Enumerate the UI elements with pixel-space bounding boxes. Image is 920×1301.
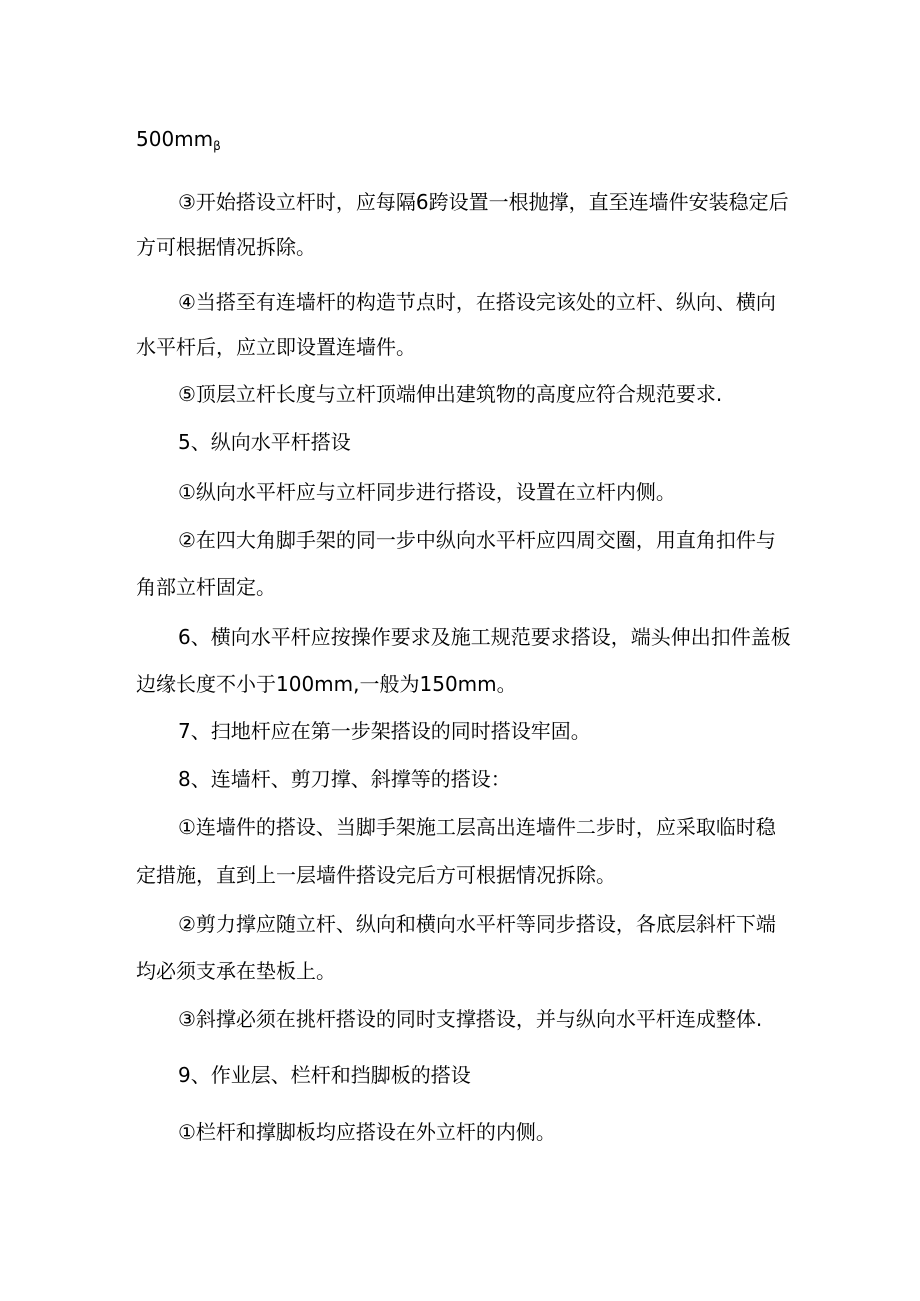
section-heading-8: 8、连墙杆、剪刀撑、斜撑等的搭设：	[178, 767, 511, 791]
continuation-text: 500mm	[136, 127, 214, 151]
paragraph-p6-line-2: 角部立杆固定。	[136, 575, 276, 599]
continuation-suffix: β	[213, 139, 221, 153]
paragraph-p12-line-1: ③斜撑必须在挑杆搭设的同时支撑搭设，并与纵向水平杆连成整体.	[178, 1007, 763, 1031]
section-heading-9: 9、作业层、栏杆和挡脚板的搭设	[178, 1063, 471, 1087]
paragraph-p2-line-2: 水平杆后，应立即设置连墙件。	[136, 335, 416, 359]
paragraph-p7-line-2: 边缘长度不小于100mm,一般为150mm。	[136, 672, 517, 696]
paragraph-p5-line-1: ①纵向水平杆应与立杆同步进行搭设，设置在立杆内侧。	[178, 480, 676, 504]
paragraph-p3-line-1: ⑤顶层立杆长度与立杆顶端伸出建筑物的高度应符合规范要求.	[178, 382, 723, 406]
section-heading-5: 5、纵向水平杆搭设	[178, 430, 351, 454]
paragraph-p10-line-1: ①连墙件的搭设、当脚手架施工层高出连墙件二步时，应采取临时稳	[178, 815, 776, 839]
paragraph-p2-line-1: ④当搭至有连墙杆的构造节点时，在搭设完该处的立杆、纵向、横向	[178, 290, 776, 314]
paragraph-p7-line-1: 6、横向水平杆应按操作要求及施工规范要求搭设，端头伸出扣件盖板	[178, 625, 791, 649]
paragraph-p14-line-1: ①栏杆和撑脚板均应搭设在外立杆的内侧。	[178, 1120, 556, 1144]
paragraph-p1-line-2: 方可根据情况拆除。	[136, 235, 316, 259]
paragraph-p10-line-2: 定措施，直到上一层墙件搭设完后方可根据情况拆除。	[136, 863, 616, 887]
paragraph-p1-line-1: ③开始搭设立杆时，应每隔6跨设置一根抛撑，直至连墙件安装稳定后	[178, 190, 789, 214]
paragraph-p6-line-1: ②在四大角脚手架的同一步中纵向水平杆应四周交圈，用直角扣件与	[178, 528, 776, 552]
paragraph-p8-line-1: 7、扫地杆应在第一步架搭设的同时搭设牢固。	[178, 719, 591, 743]
paragraph-p11-line-1: ②剪力撑应随立杆、纵向和横向水平杆等同步搭设，各底层斜杆下端	[178, 912, 776, 936]
paragraph-p11-line-2: 均必须支承在垫板上。	[136, 959, 336, 983]
continuation-line	[136, 126, 221, 155]
